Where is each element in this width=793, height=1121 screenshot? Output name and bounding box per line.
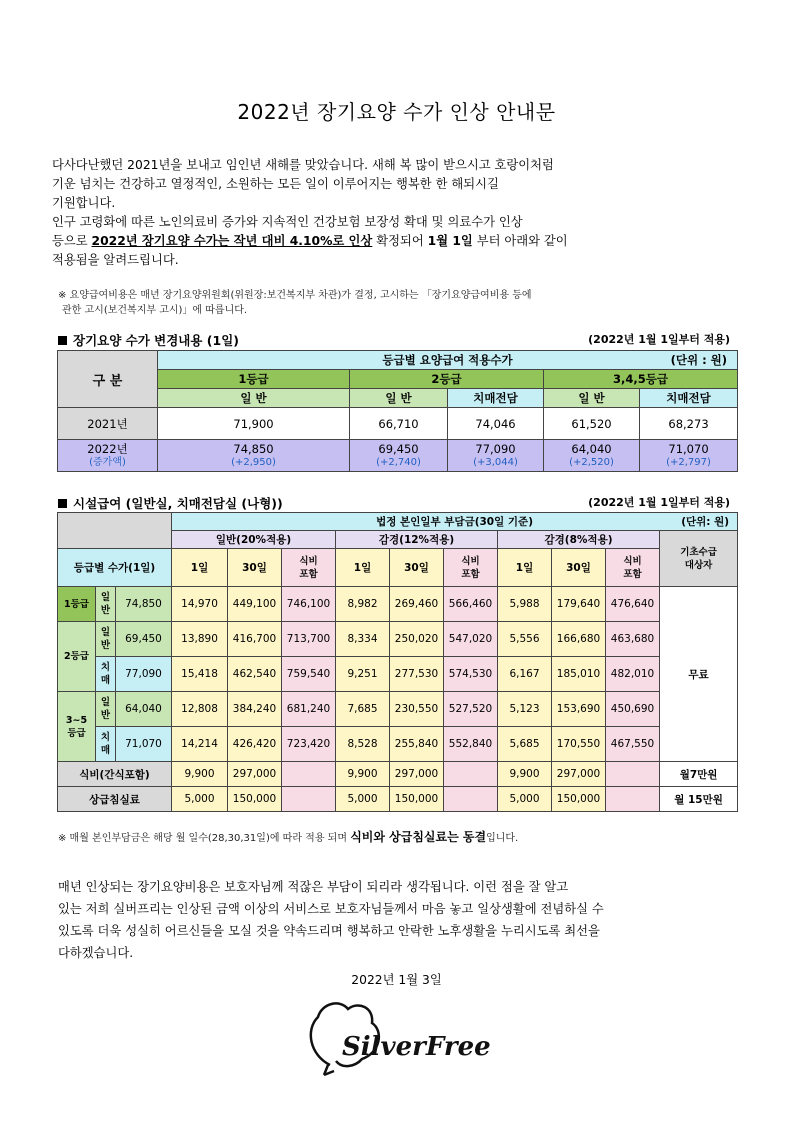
table-cell: 713,700 xyxy=(282,622,336,657)
col-header: 1일 xyxy=(172,549,228,587)
increase-value: (+2,520) xyxy=(569,456,614,468)
col-header: 30일 xyxy=(228,549,282,587)
sub-header: 일 반 xyxy=(350,389,448,408)
section2-title: 시설급여 (일반실, 치매전담실 (나형)) xyxy=(73,496,283,511)
footnote-highlight: 식비와 상급침실료는 동결 xyxy=(350,830,487,844)
table-cell: 297,000 xyxy=(552,762,606,787)
table-cell: 150,000 xyxy=(228,787,282,812)
table-cell: 150,000 xyxy=(552,787,606,812)
table-cell xyxy=(448,440,544,472)
highlight-date: 1월 1일 xyxy=(427,234,473,248)
intro-line: 다사다난했던 2021년을 보내고 임인년 새해를 맞았습니다. 새해 복 많이 받으시고 호랑이처럼 xyxy=(52,158,554,172)
section1-effective-date: (2022년 1월 1일부터 적용) xyxy=(588,333,730,346)
footnote xyxy=(58,828,518,845)
footnote-text: 입니다. xyxy=(486,833,519,844)
grade-cell: 1등급 xyxy=(58,587,96,622)
row-label-2022 xyxy=(58,440,158,472)
table-cell: 681,240 xyxy=(282,692,336,727)
header-main-text: 등급별 요양급여 적용수가 xyxy=(382,353,513,367)
row-label-year: 2022년 xyxy=(87,441,128,456)
table-cell: 723,420 xyxy=(282,727,336,762)
basic-recipient-free: 무료 xyxy=(660,587,738,762)
table-cell: 746,100 xyxy=(282,587,336,622)
grade-header: 3,4,5등급 xyxy=(544,370,738,389)
table-cell: 552,840 xyxy=(444,727,498,762)
col-header: 1일 xyxy=(336,549,390,587)
table-cell: 9,900 xyxy=(336,762,390,787)
table-cell: 9,900 xyxy=(498,762,552,787)
group-header: 감경(8%적용) xyxy=(498,531,660,549)
table-cell: 9,251 xyxy=(336,657,390,692)
table-cell: 566,460 xyxy=(444,587,498,622)
closing-line: 있도록 더욱 성실히 어르신들을 모실 것을 약속드리며 행복하고 안락한 노후생활을 누리시도록 최선을 xyxy=(58,924,600,938)
table-cell: 170,550 xyxy=(552,727,606,762)
unit-label: (단위 : 원) xyxy=(670,353,728,367)
header-category: 구 분 xyxy=(58,351,158,408)
table-cell xyxy=(544,440,640,472)
intro-line: 기운 넘치는 건강하고 열정적인, 소원하는 모든 일이 이루어지는 행복한 한 해되시길 xyxy=(52,177,499,191)
intro-line: 적용됨을 알려드립니다. xyxy=(52,253,179,267)
col-label: 등급별 수가(1일) xyxy=(58,549,172,587)
rate-value: 64,040 xyxy=(571,441,612,456)
table-cell: 527,520 xyxy=(444,692,498,727)
table-cell: 15,418 xyxy=(172,657,228,692)
table-cell: 269,460 xyxy=(390,587,444,622)
footnote-text: ※ 매월 본인부담금은 해당 월 일수(28,30,31일)에 따라 적용 되며 xyxy=(58,833,351,844)
table-cell: 8,982 xyxy=(336,587,390,622)
intro-text: 확정되어 xyxy=(372,234,428,248)
table-cell: 71,900 xyxy=(158,408,350,440)
header-main xyxy=(158,351,738,370)
closing-line: 있는 저희 실버프리는 인상된 금액 이상의 서비스로 보호자님들께서 마음 놓고 일상생활에 전념하실 수 xyxy=(58,902,604,916)
type-cell: 일 반 xyxy=(96,622,116,657)
type-cell: 치 매 xyxy=(96,727,116,762)
grade-header: 2등급 xyxy=(350,370,544,389)
type-cell: 일 반 xyxy=(96,692,116,727)
increase-value: (+3,044) xyxy=(473,456,518,468)
section1-title: 장기요양 수가 변경내용 (1일) xyxy=(73,333,240,348)
table-cell: 5,556 xyxy=(498,622,552,657)
table-cell: 150,000 xyxy=(390,787,444,812)
table-cell: 277,530 xyxy=(390,657,444,692)
note-line: 관한 고시(보건복지부 고시)」에 따릅니다. xyxy=(62,305,248,316)
rate-value: 74,850 xyxy=(233,441,274,456)
intro-paragraph xyxy=(52,156,752,270)
logo-text: SilverFree xyxy=(342,1032,490,1062)
meal-basic: 월7만원 xyxy=(660,762,738,787)
increase-value: (+2,950) xyxy=(231,456,276,468)
rate-value: 69,450 xyxy=(378,441,419,456)
increase-value: (+2,797) xyxy=(666,456,711,468)
col-header: 1일 xyxy=(498,549,552,587)
table-cell: 250,020 xyxy=(390,622,444,657)
room-label: 상급침실료 xyxy=(58,787,172,812)
table-cell: 68,273 xyxy=(640,408,738,440)
table-cell xyxy=(444,787,498,812)
type-cell: 치 매 xyxy=(96,657,116,692)
row-label-2021: 2021년 xyxy=(58,408,158,440)
rate-cell: 77,090 xyxy=(116,657,172,692)
table-cell: 467,550 xyxy=(606,727,660,762)
grade-header: 1등급 xyxy=(158,370,350,389)
table-cell: 482,010 xyxy=(606,657,660,692)
header-blank xyxy=(58,513,172,549)
table-cell: 574,530 xyxy=(444,657,498,692)
table-cell: 185,010 xyxy=(552,657,606,692)
basic-recipient-header: 기초수급 대상자 xyxy=(660,531,738,587)
sub-header: 치매전담 xyxy=(640,389,738,408)
table-cell xyxy=(444,762,498,787)
row-label-sub: (증가액) xyxy=(89,456,126,468)
table-cell: 463,680 xyxy=(606,622,660,657)
col-header: 30일 xyxy=(390,549,444,587)
rate-change-table xyxy=(57,350,738,472)
rate-cell: 71,070 xyxy=(116,727,172,762)
table-cell: 759,540 xyxy=(282,657,336,692)
rate-value: 77,090 xyxy=(475,441,516,456)
intro-line: 기원합니다. xyxy=(52,196,116,210)
logo-drawing xyxy=(300,995,490,1080)
sub-header: 치매전담 xyxy=(448,389,544,408)
rate-cell: 69,450 xyxy=(116,622,172,657)
document-date: 2022년 1월 3일 xyxy=(351,973,442,987)
highlight-increase: 2022년 장기요양 수가는 작년 대비 4.10%로 인상 xyxy=(91,234,373,248)
room-basic: 월 15만원 xyxy=(660,787,738,812)
page-title: 2022년 장기요양 수가 인상 안내문 xyxy=(237,100,556,124)
table-cell: 255,840 xyxy=(390,727,444,762)
col-header: 식비 포함 xyxy=(606,549,660,587)
table-cell: 5,000 xyxy=(336,787,390,812)
group-header: 감경(12%적용) xyxy=(336,531,498,549)
table-cell: 14,214 xyxy=(172,727,228,762)
table-cell: 9,900 xyxy=(172,762,228,787)
unit-label: (단위: 원) xyxy=(681,516,730,528)
table-cell: 5,123 xyxy=(498,692,552,727)
table-cell: 12,808 xyxy=(172,692,228,727)
sub-header: 일 반 xyxy=(158,389,350,408)
rate-value: 71,070 xyxy=(668,441,709,456)
intro-line: 인구 고령화에 따른 노인의료비 증가와 지속적인 건강보험 보장성 확대 및 의료수가 인상 xyxy=(52,215,523,229)
table-cell xyxy=(606,762,660,787)
table-cell: 13,890 xyxy=(172,622,228,657)
table-cell: 449,100 xyxy=(228,587,282,622)
table-cell: 166,680 xyxy=(552,622,606,657)
group-header: 일반(20%적용) xyxy=(172,531,336,549)
section1-header xyxy=(58,331,730,349)
square-bullet-icon xyxy=(58,499,67,508)
intro-line xyxy=(52,232,752,251)
grade-cell: 3~5 등급 xyxy=(58,692,96,762)
table-cell: 297,000 xyxy=(228,762,282,787)
closing-line: 다하겠습니다. xyxy=(58,946,134,960)
silverfree-logo xyxy=(300,995,490,1084)
table-cell: 5,988 xyxy=(498,587,552,622)
facility-benefit-table xyxy=(57,512,738,812)
table-cell: 450,690 xyxy=(606,692,660,727)
table-cell: 153,690 xyxy=(552,692,606,727)
table-cell xyxy=(158,440,350,472)
table-cell: 179,640 xyxy=(552,587,606,622)
increase-value: (+2,740) xyxy=(376,456,421,468)
type-cell: 일 반 xyxy=(96,587,116,622)
sub-header: 일 반 xyxy=(544,389,640,408)
table-cell: 5,685 xyxy=(498,727,552,762)
table-cell: 66,710 xyxy=(350,408,448,440)
table-cell: 8,334 xyxy=(336,622,390,657)
table-cell xyxy=(282,762,336,787)
table-cell: 230,550 xyxy=(390,692,444,727)
table-cell xyxy=(606,787,660,812)
notice-note xyxy=(58,288,738,318)
col-header: 식비 포함 xyxy=(444,549,498,587)
grade-cell: 2등급 xyxy=(58,622,96,692)
table-cell xyxy=(640,440,738,472)
rate-cell: 64,040 xyxy=(116,692,172,727)
note-line: ※ 요양급여비용은 매년 장기요양위원회(위원장:보건복지부 차관)가 결정, 고시하는 「장기요양급여비용 등에 xyxy=(58,290,532,301)
closing-line: 매년 인상되는 장기요양비용은 보호자님께 적잖은 부담이 되리라 생각됩니다. 이런 점을 잘 알고 xyxy=(58,880,569,894)
table-cell xyxy=(350,440,448,472)
meal-label: 식비(간식포함) xyxy=(58,762,172,787)
section2-header xyxy=(58,494,730,512)
table-cell: 462,540 xyxy=(228,657,282,692)
table-cell xyxy=(282,787,336,812)
table-cell: 14,970 xyxy=(172,587,228,622)
table-cell: 297,000 xyxy=(390,762,444,787)
table-cell: 5,000 xyxy=(498,787,552,812)
table-cell: 476,640 xyxy=(606,587,660,622)
table-cell: 426,420 xyxy=(228,727,282,762)
col-header: 식비 포함 xyxy=(282,549,336,587)
square-bullet-icon xyxy=(58,336,67,345)
header-main xyxy=(172,513,738,531)
table-cell: 8,528 xyxy=(336,727,390,762)
table-cell: 7,685 xyxy=(336,692,390,727)
header-main-text: 법정 본인일부 부담금(30일 기준) xyxy=(376,516,534,528)
rate-cell: 74,850 xyxy=(116,587,172,622)
intro-text: 부터 아래와 같이 xyxy=(472,234,568,248)
table-cell: 61,520 xyxy=(544,408,640,440)
section2-effective-date: (2022년 1월 1일부터 적용) xyxy=(588,496,730,509)
col-header: 30일 xyxy=(552,549,606,587)
table-cell: 74,046 xyxy=(448,408,544,440)
table-cell: 5,000 xyxy=(172,787,228,812)
intro-text: 등으로 xyxy=(52,234,92,248)
closing-paragraph xyxy=(58,876,738,964)
table-cell: 547,020 xyxy=(444,622,498,657)
table-cell: 6,167 xyxy=(498,657,552,692)
table-cell: 384,240 xyxy=(228,692,282,727)
table-cell: 416,700 xyxy=(228,622,282,657)
